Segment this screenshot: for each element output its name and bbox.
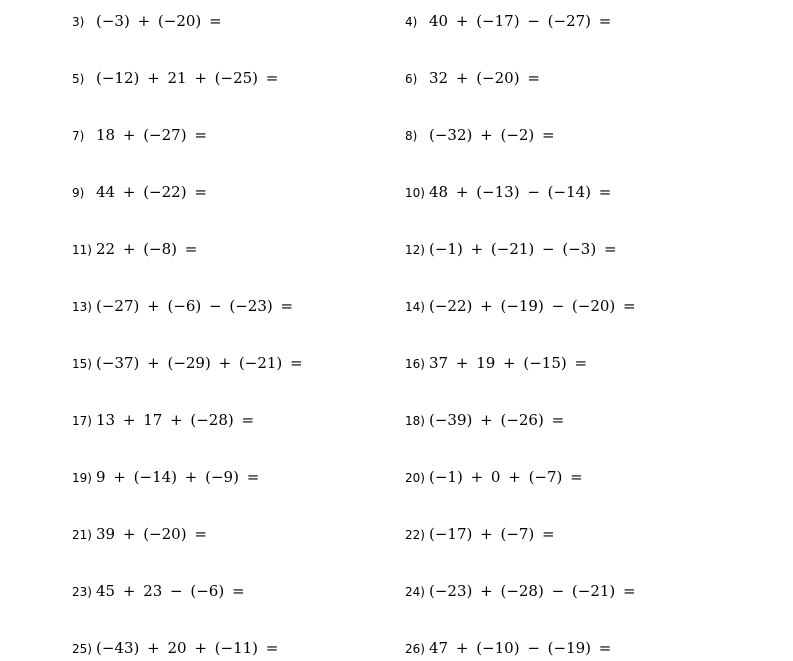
problem-expression: 44 + (−22) = (96, 183, 207, 201)
problem-number: 13) (72, 300, 92, 314)
problem-expression: 45 + 23 − (−6) = (96, 582, 245, 600)
problem-number: 24) (405, 585, 425, 599)
problem-number: 17) (72, 414, 92, 428)
problem-expression: 13 + 17 + (−28) = (96, 411, 255, 429)
problem-expression: (−1) + 0 + (−7) = (429, 468, 583, 486)
problem-item (405, 465, 583, 489)
problem-item (72, 66, 278, 90)
problem-expression: 32 + (−20) = (429, 69, 540, 87)
problem-expression: 37 + 19 + (−15) = (429, 354, 588, 372)
problem-expression: (−1) + (−21) − (−3) = (429, 240, 617, 258)
problem-number: 23) (72, 585, 92, 599)
problem-number: 14) (405, 300, 425, 314)
problem-expression: 18 + (−27) = (96, 126, 207, 144)
problem-expression: (−12) + 21 + (−25) = (96, 69, 279, 87)
problem-number: 18) (405, 414, 425, 428)
problem-expression: (−27) + (−6) − (−23) = (96, 297, 294, 315)
problem-expression: 9 + (−14) + (−9) = (96, 468, 260, 486)
problem-expression: (−3) + (−20) = (96, 12, 222, 30)
problem-number: 26) (405, 642, 425, 656)
problem-item (72, 522, 207, 546)
problem-item (405, 9, 611, 33)
problem-item (72, 408, 254, 432)
problem-expression: (−37) + (−29) + (−21) = (96, 354, 303, 372)
problem-expression: (−39) + (−26) = (429, 411, 565, 429)
problem-number: 10) (405, 186, 425, 200)
problem-number: 4) (405, 15, 418, 29)
problem-item (405, 294, 636, 318)
problem-item (405, 66, 540, 90)
problem-number: 8) (405, 129, 418, 143)
problem-expression: 40 + (−17) − (−27) = (429, 12, 612, 30)
problem-number: 20) (405, 471, 425, 485)
problem-number: 5) (72, 72, 85, 86)
problem-number: 12) (405, 243, 425, 257)
problem-item (405, 237, 617, 261)
problem-expression: 47 + (−10) − (−19) = (429, 639, 612, 657)
problem-item (405, 522, 555, 546)
problem-item (72, 237, 197, 261)
problem-number: 3) (72, 15, 85, 29)
problem-number: 6) (405, 72, 418, 86)
problem-item (405, 180, 611, 204)
problem-item (405, 408, 564, 432)
problem-expression: (−43) + 20 + (−11) = (96, 639, 279, 657)
problem-item (72, 351, 303, 375)
problem-expression: 39 + (−20) = (96, 525, 207, 543)
problem-expression: (−32) + (−2) = (429, 126, 555, 144)
problem-item (405, 351, 587, 375)
problem-number: 22) (405, 528, 425, 542)
problem-number: 25) (72, 642, 92, 656)
problem-item (72, 579, 245, 603)
problem-expression: (−23) + (−28) − (−21) = (429, 582, 636, 600)
problem-number: 16) (405, 357, 425, 371)
problem-item (72, 123, 207, 147)
problem-item (72, 465, 259, 489)
problem-expression: (−17) + (−7) = (429, 525, 555, 543)
problem-item (405, 123, 555, 147)
problem-item (405, 579, 636, 603)
problem-number: 21) (72, 528, 92, 542)
problem-item (405, 636, 611, 660)
problem-number: 7) (72, 129, 85, 143)
problem-item (72, 294, 293, 318)
problem-expression: (−22) + (−19) − (−20) = (429, 297, 636, 315)
problem-item (72, 9, 222, 33)
problem-expression: 22 + (−8) = (96, 240, 198, 258)
problem-number: 11) (72, 243, 92, 257)
problem-number: 15) (72, 357, 92, 371)
problem-expression: 48 + (−13) − (−14) = (429, 183, 612, 201)
problem-item (72, 180, 207, 204)
problem-number: 9) (72, 186, 85, 200)
problem-number: 19) (72, 471, 92, 485)
problem-item (72, 636, 278, 660)
